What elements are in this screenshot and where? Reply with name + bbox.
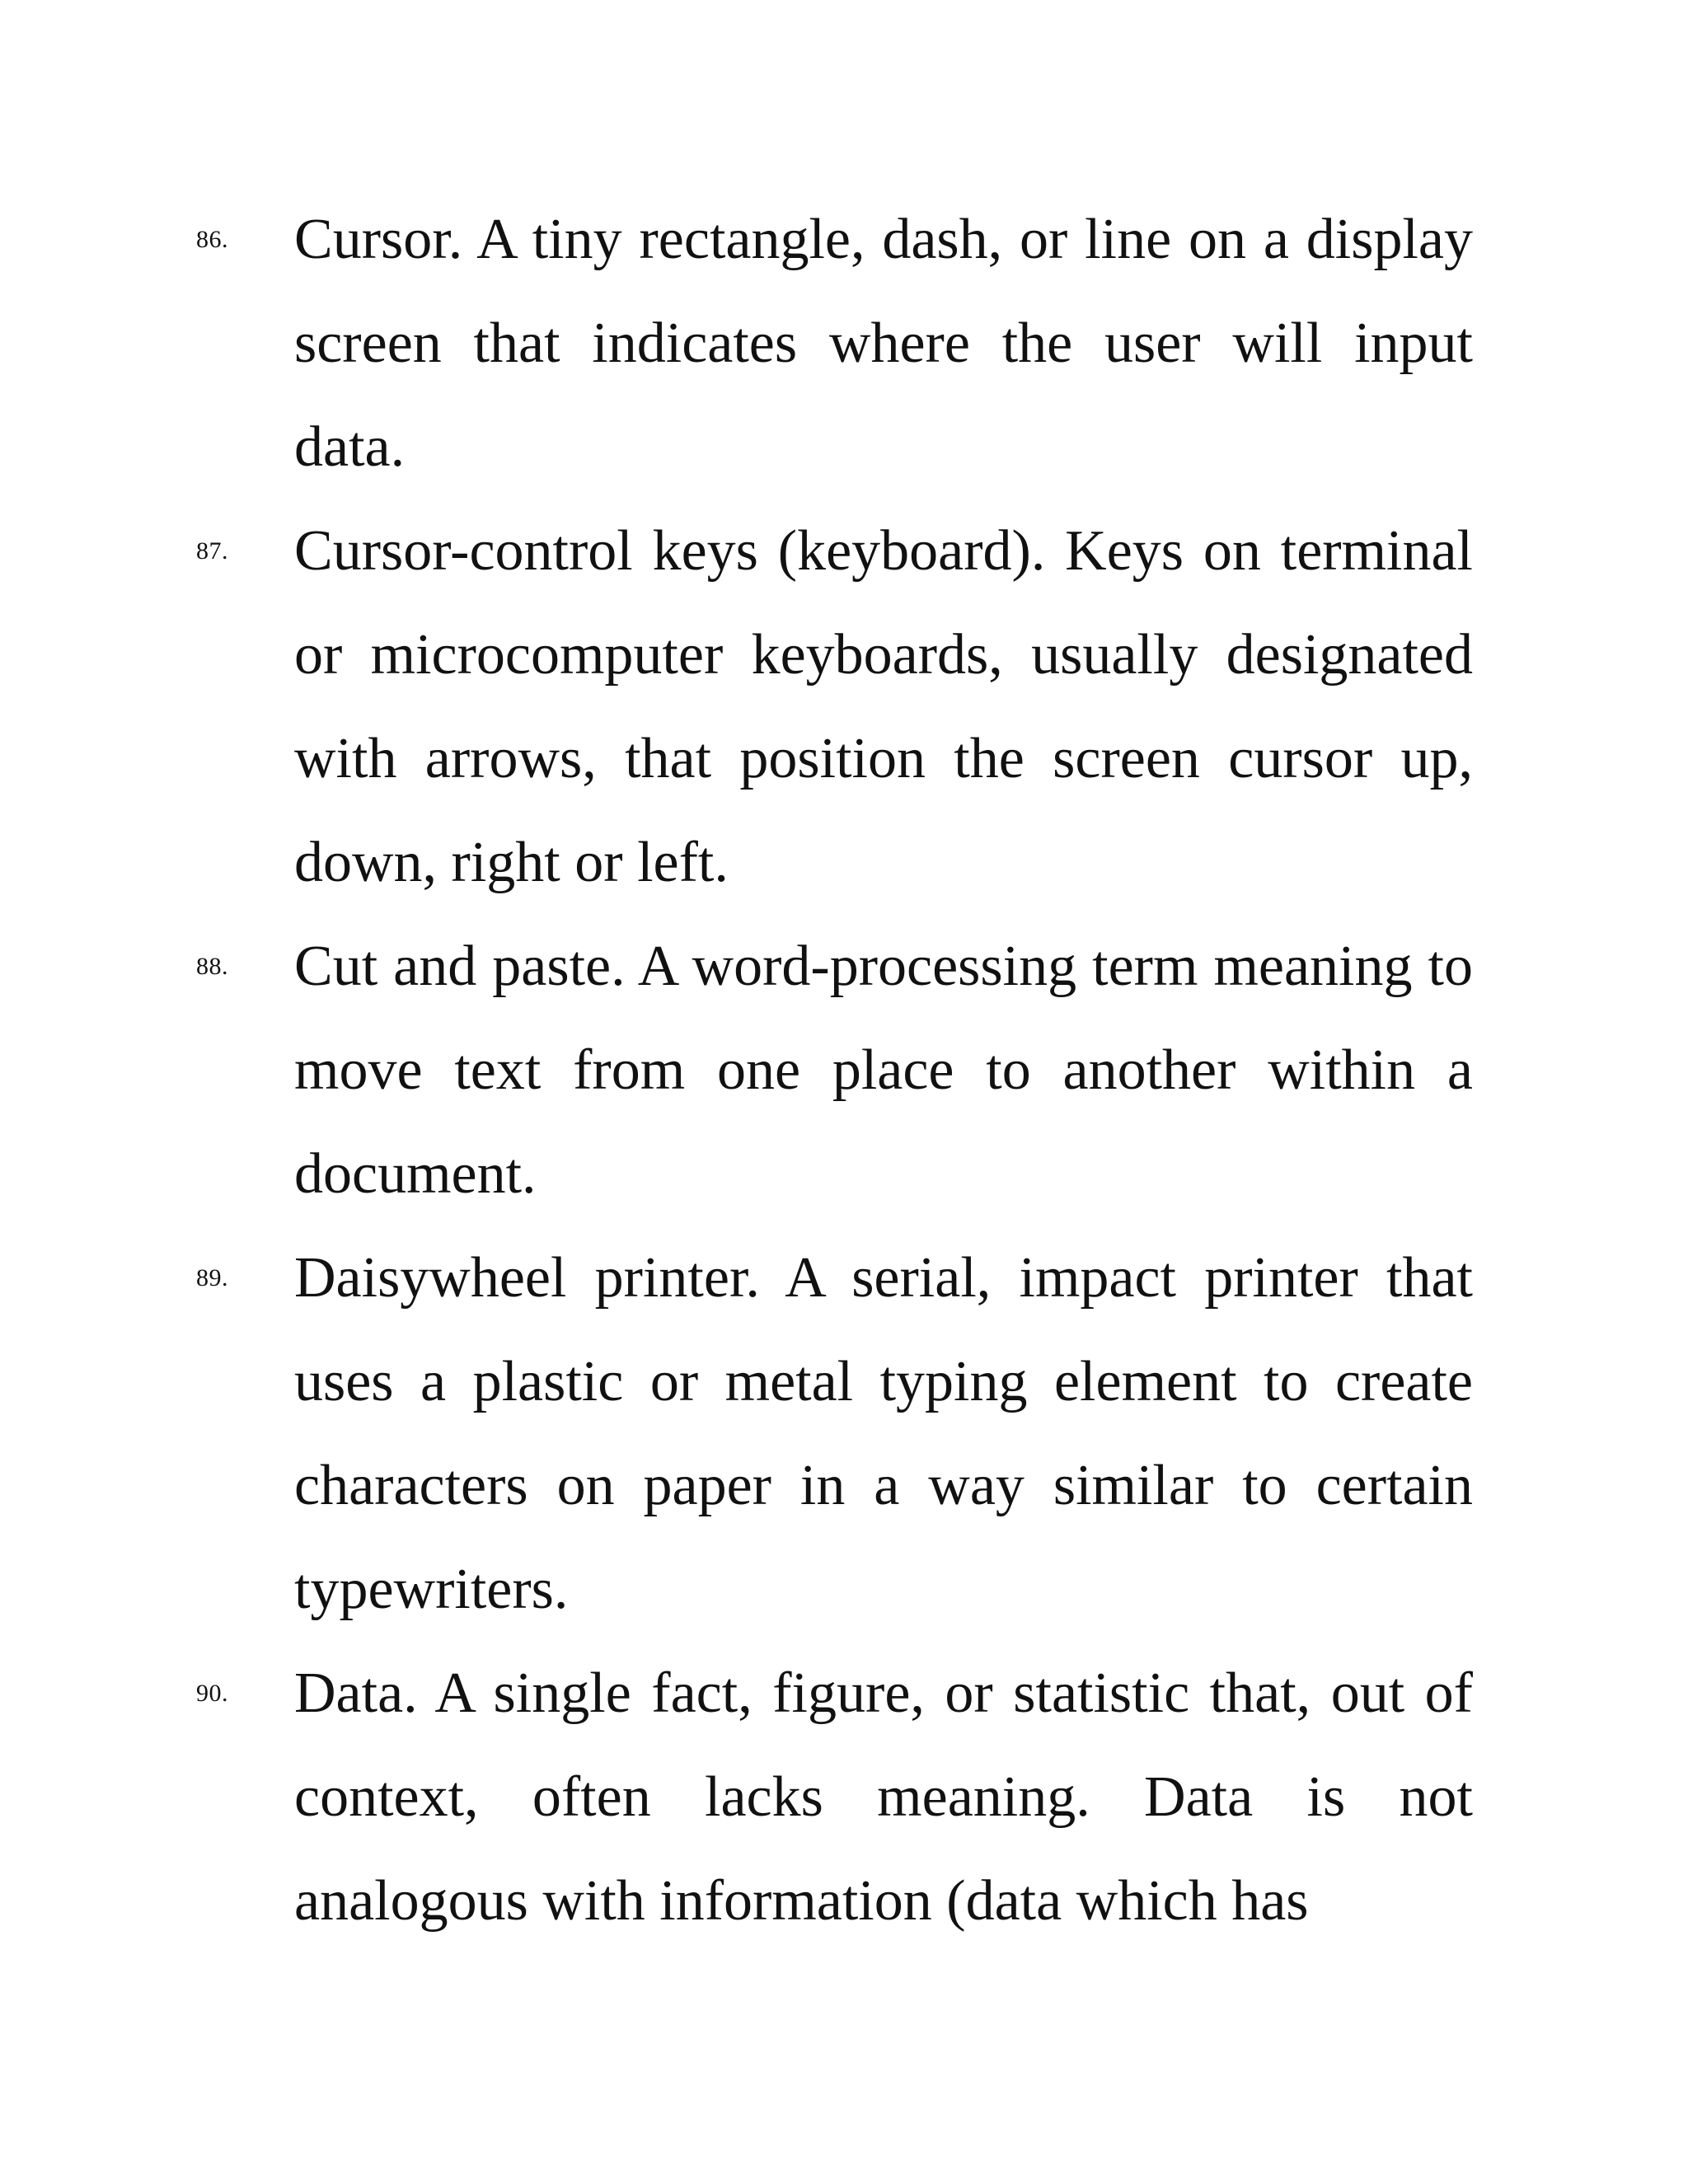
glossary-entry [196, 1642, 1472, 1953]
entry-text: Cursor-control keys (keyboard). Keys on terminal or microcomputer keyboards, usually designated with arrows, that position the screen cursor up, down, right or left. [294, 519, 1473, 894]
entry-number: 90. [196, 1680, 228, 1707]
glossary-entry [196, 188, 1472, 499]
entry-text: Cursor. A tiny rectangle, dash, or line on a display screen that indicates where the user will input data. [294, 208, 1473, 479]
glossary-entry [196, 1226, 1472, 1642]
entry-text: Cut and paste. A word-processing term meaning to move text from one place to another within a document. [294, 935, 1473, 1206]
glossary-list [196, 188, 1472, 1953]
entry-text: Daisywheel printer. A serial, impact printer that uses a plastic or metal typing element to create characters on paper in a way similar to certain typewriters. [294, 1246, 1473, 1621]
entry-number: 87. [196, 537, 228, 565]
glossary-entry [196, 915, 1472, 1226]
entry-number: 89. [196, 1264, 228, 1291]
entry-text: Data. A single fact, figure, or statistic that, out of context, often lacks meaning. Data is not analogous with information (data which has [294, 1661, 1473, 1933]
glossary-entry [196, 499, 1472, 915]
entry-number: 86. [196, 226, 228, 253]
entry-number: 88. [196, 953, 228, 980]
